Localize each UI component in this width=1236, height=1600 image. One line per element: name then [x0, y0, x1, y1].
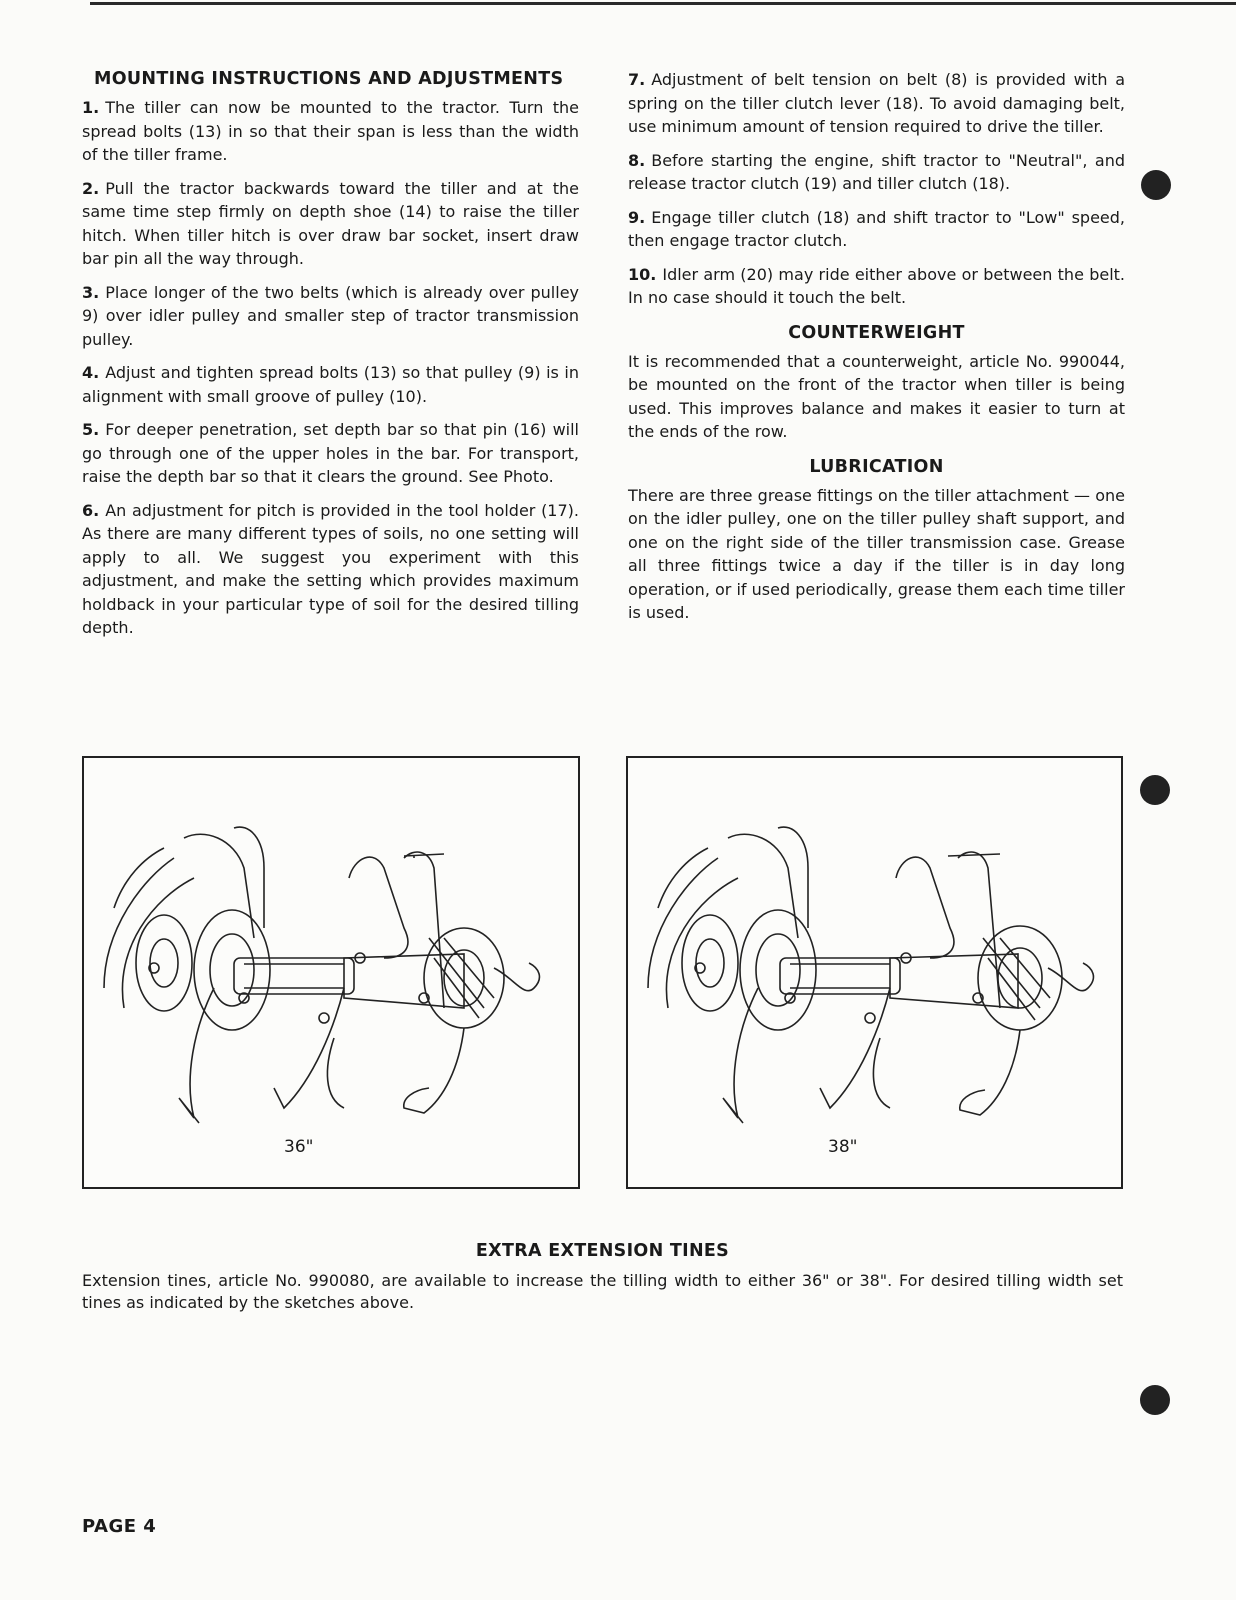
instruction-8	[628, 149, 1125, 196]
right-column	[628, 68, 1125, 635]
instruction-number: 10.	[628, 264, 657, 284]
instruction-text: For deeper penetration, set depth bar so that pin (16) will go through one of the upper holes in the bar. For transport, raise the depth bar so that it clears the ground. See Photo.	[82, 420, 579, 486]
instruction-number: 4.	[82, 363, 100, 382]
instruction-number: 6.	[82, 500, 100, 520]
instruction-text: The tiller can now be mounted to the tractor. Turn the spread bolts (13) in so that their span is less than the width of the tiller frame.	[82, 98, 579, 164]
figure-caption: 36"	[284, 1137, 314, 1157]
instruction-number: 9.	[628, 207, 646, 227]
lubrication-heading: LUBRICATION	[809, 456, 944, 477]
instruction-7	[628, 68, 1125, 139]
instruction-text: Before starting the engine, shift tractor to "Neutral", and release tractor clutch (19) and tiller clutch (18).	[628, 150, 1125, 193]
top-rule	[90, 2, 1236, 5]
extra-extension-section	[82, 1240, 1123, 1314]
page-number: PAGE 4	[82, 1516, 157, 1537]
instruction-text: An adjustment for pitch is provided in the tool holder (17). As there are many different types of soils, no one setting will apply to all. We suggest you experiment with this adjustment, and make the setting which provides maximum holdback in your particular type of soil for the desired tilling depth.	[82, 500, 579, 637]
instruction-number: 1.	[82, 98, 100, 117]
extra-extension-text: Extension tines, article No. 990080, are available to increase the tilling width to either 36" or 38". For desired tilling width set tines as indicated by the sketches above.	[82, 1271, 1123, 1312]
left-column	[82, 68, 579, 650]
instruction-2	[82, 177, 579, 271]
instruction-5	[82, 418, 579, 489]
lubrication-text: There are three grease fittings on the tiller attachment — one on the idler pulley, one on the tiller pulley shaft support, and one on the right side of the tiller transmission case. Grease all three fittings twice a day if the tiller is in day long operation, or if used periodically, grease them each time tiller is used.	[628, 485, 1125, 622]
binder-hole-icon	[1140, 1385, 1170, 1415]
instruction-10	[628, 263, 1125, 310]
counterweight-text: It is recommended that a counterweight, article No. 990044, be mounted on the front of the tractor when tiller is being used. This improves balance and makes it easier to turn at the ends of the row.	[628, 351, 1125, 441]
tiller-tines-illustration	[84, 758, 578, 1187]
figure-caption: 38"	[828, 1137, 858, 1157]
instruction-1	[82, 96, 579, 167]
binder-hole-icon	[1141, 170, 1171, 200]
instruction-text: Adjustment of belt tension on belt (8) is provided with a spring on the tiller clutch lever (18). To avoid damaging belt, use minimum amount of tension required to drive the tiller.	[628, 70, 1125, 136]
figure-36-inch	[82, 756, 580, 1189]
instruction-number: 2.	[82, 178, 100, 198]
instruction-3	[82, 281, 579, 352]
figure-38-inch	[626, 756, 1123, 1189]
instruction-text: Adjust and tighten spread bolts (13) so that pulley (9) is in alignment with small groove of pulley (10).	[82, 363, 579, 406]
binder-hole-icon	[1140, 775, 1170, 805]
instruction-text: Idler arm (20) may ride either above or between the belt. In no case should it touch the belt.	[628, 264, 1125, 307]
instruction-text: Place longer of the two belts (which is already over pulley 9) over idler pulley and smaller step of tractor transmission pulley.	[82, 282, 579, 349]
instruction-6	[82, 499, 579, 640]
instruction-number: 8.	[628, 150, 646, 170]
mounting-heading: MOUNTING INSTRUCTIONS AND ADJUSTMENTS	[94, 69, 564, 89]
instruction-4	[82, 361, 579, 408]
extra-extension-heading: EXTRA EXTENSION TINES	[475, 1241, 730, 1261]
tiller-tines-illustration	[628, 758, 1121, 1187]
instruction-text: Engage tiller clutch (18) and shift tractor to "Low" speed, then engage tractor clutch.	[628, 207, 1125, 250]
instruction-text: Pull the tractor backwards toward the tiller and at the same time step firmly on depth shoe (14) to raise the tiller hitch. When tiller hitch is over draw bar socket, insert draw bar pin all the way through.	[82, 178, 579, 268]
instruction-number: 3.	[82, 282, 100, 302]
instruction-number: 5.	[82, 420, 100, 439]
instruction-number: 7.	[628, 70, 646, 89]
counterweight-heading: COUNTERWEIGHT	[788, 322, 965, 343]
instruction-9	[628, 206, 1125, 253]
